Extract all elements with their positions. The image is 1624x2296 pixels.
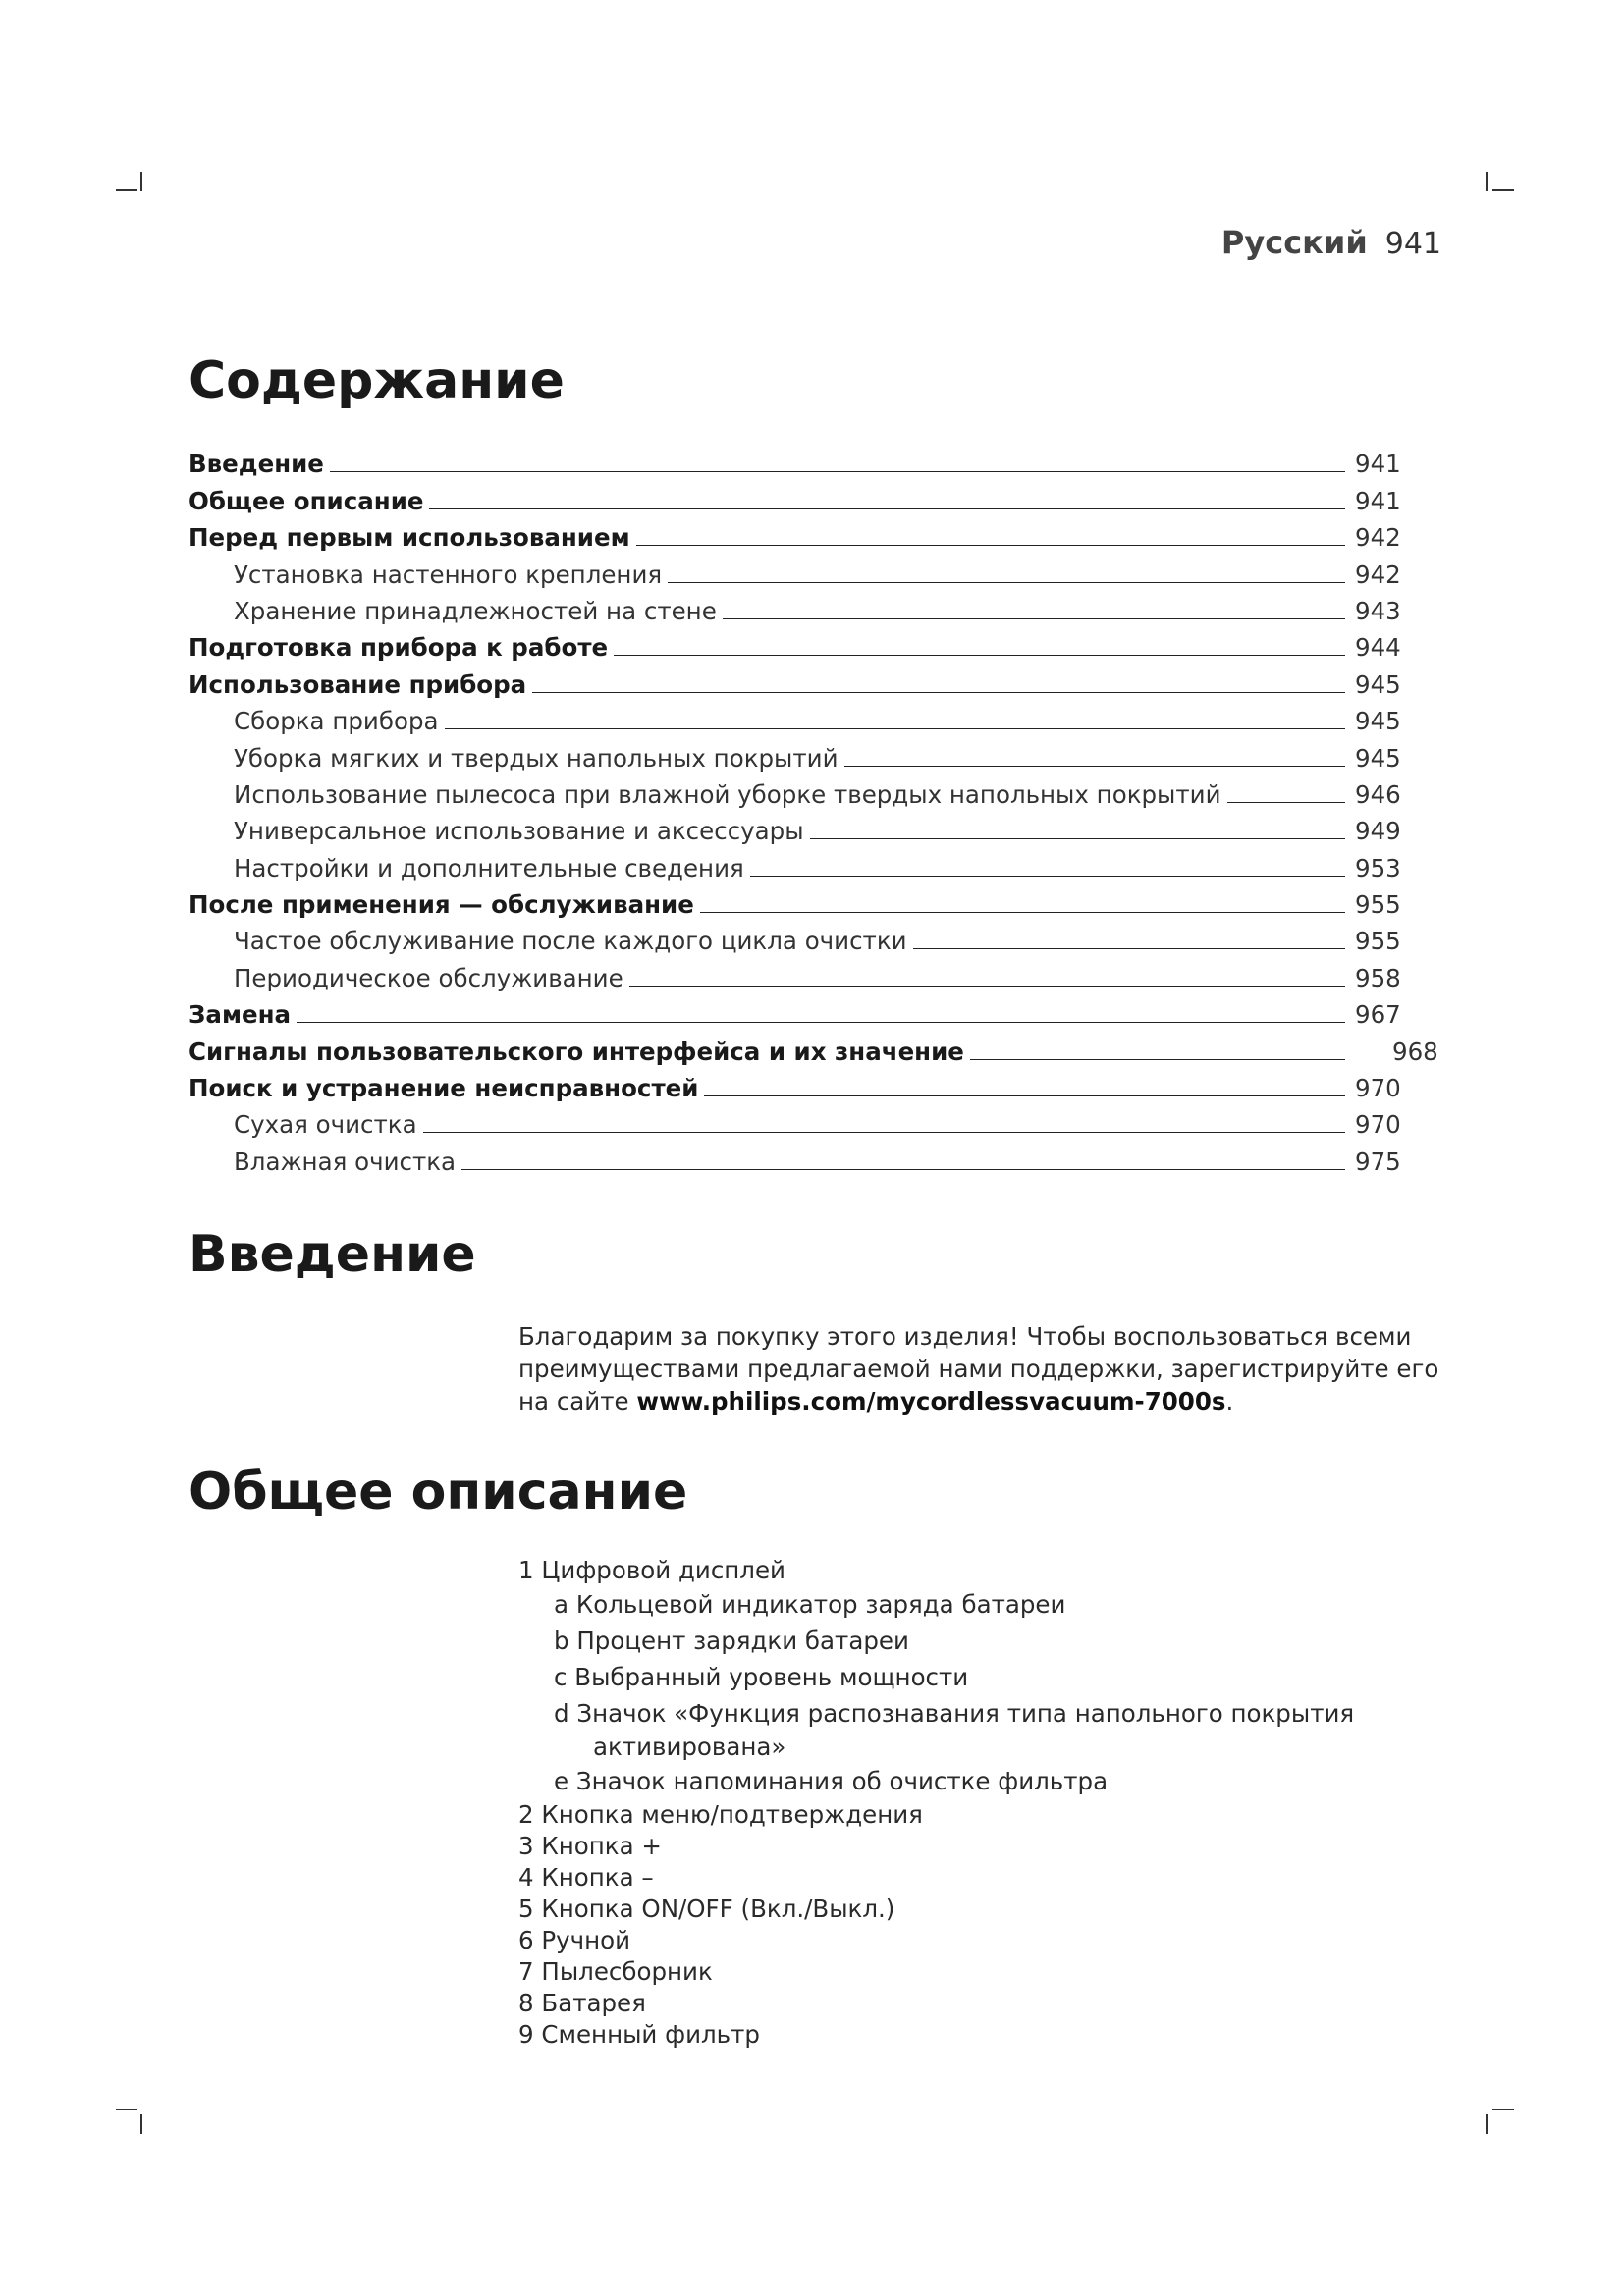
overview-item [518, 1555, 1441, 1586]
toc-entry-page: 949 [1355, 817, 1401, 846]
toc-entry-page: 955 [1355, 890, 1401, 920]
crop-mark [1492, 189, 1514, 191]
overview-item [518, 1799, 1441, 1831]
subitem-text: Значок «Функция распознавания типа напольного покрытия [576, 1699, 1355, 1728]
subitem-letter: d [554, 1699, 569, 1728]
toc-entry[interactable] [189, 1029, 1465, 1065]
toc-entry-label: Сухая очистка [234, 1110, 417, 1140]
toc-leader-line [429, 508, 1345, 509]
toc-entry-label: Использование прибора [189, 669, 527, 699]
crop-mark [140, 172, 142, 191]
item-number: 1 [518, 1556, 534, 1584]
intro-title: Введение [189, 1225, 476, 1284]
item-text: Кнопка меню/подтверждения [541, 1800, 923, 1829]
toc-entry-label: Универсальное использование и аксессуары [234, 817, 804, 846]
toc-leader-line [614, 655, 1345, 656]
item-number: 5 [518, 1895, 534, 1923]
toc-entry-page: 946 [1355, 779, 1401, 809]
intro-paragraph [518, 1320, 1441, 1417]
toc-entry-page: 941 [1355, 486, 1401, 515]
intro-text: Благодарим за покупку этого изделия! Чтобы воспользоваться всеми преимуществами предлагаемой нами поддержки, зарегистрируйте его на сайте [518, 1322, 1439, 1415]
toc-entry[interactable] [189, 773, 1465, 809]
subitem-text: Кольцевой индикатор заряда батареи [575, 1590, 1066, 1619]
toc-entry-label: Перед первым использованием [189, 523, 630, 553]
toc-entry[interactable] [189, 1102, 1465, 1139]
toc-leader-line [750, 876, 1345, 877]
toc-leader-line [844, 766, 1345, 767]
table-of-contents [189, 442, 1465, 1176]
toc-leader-line [297, 1022, 1345, 1023]
toc-entry-page: 955 [1355, 927, 1401, 956]
toc-entry[interactable] [189, 809, 1465, 845]
toc-entry[interactable] [189, 955, 1465, 991]
item-text: Батарея [541, 1989, 646, 2017]
toc-leader-line [532, 692, 1345, 693]
subitem-text: Процент зарядки батареи [576, 1627, 909, 1655]
toc-entry[interactable] [189, 735, 1465, 772]
toc-entry-page: 941 [1355, 450, 1401, 479]
toc-entry-page: 944 [1355, 633, 1401, 663]
toc-entry-label: Замена [189, 1000, 292, 1030]
item-number: 3 [518, 1832, 534, 1860]
item-number: 7 [518, 1957, 534, 1986]
item-number: 4 [518, 1863, 534, 1892]
toc-entry-label: Подготовка прибора к работе [189, 633, 609, 663]
item-text: Пылесборник [541, 1957, 713, 1986]
toc-entry[interactable] [189, 1066, 1465, 1102]
toc-entry-label: Периодическое обслуживание [234, 963, 623, 992]
toc-entry[interactable] [189, 625, 1465, 662]
toc-entry[interactable] [189, 515, 1465, 552]
toc-entry[interactable] [189, 552, 1465, 588]
crop-mark [1486, 172, 1488, 191]
toc-entry-label: Сигналы пользовательского интерфейса и их значение [189, 1037, 964, 1066]
toc-entry-page: 968 [1392, 1037, 1438, 1066]
toc-entry-label: Общее описание [189, 486, 424, 515]
intro-url[interactable]: www.philips.com/mycordlessvacuum-7000s [636, 1387, 1226, 1415]
overview-item [518, 1925, 1441, 1956]
item-text: Кнопка ON/OFF (Вкл./Выкл.) [541, 1895, 895, 1923]
item-number: 8 [518, 1989, 534, 2017]
overview-subitem [518, 1695, 1441, 1763]
page-number: 941 [1384, 227, 1441, 261]
toc-entry[interactable] [189, 699, 1465, 735]
crop-mark [1492, 2109, 1514, 2110]
item-number: 2 [518, 1800, 534, 1829]
toc-entry-label: Поиск и устранение неисправностей [189, 1074, 699, 1103]
toc-entry-label: Введение [189, 450, 324, 479]
toc-entry[interactable] [189, 589, 1465, 625]
toc-entry[interactable] [189, 478, 1465, 514]
item-number: 9 [518, 2020, 534, 2049]
toc-entry[interactable] [189, 992, 1465, 1029]
toc-entry[interactable] [189, 662, 1465, 698]
toc-entry-page: 970 [1355, 1110, 1401, 1140]
item-text: Сменный фильтр [541, 2020, 760, 2049]
toc-entry-page: 945 [1355, 669, 1401, 699]
toc-entry-page: 942 [1355, 523, 1401, 553]
overview-subitem [518, 1586, 1441, 1623]
toc-entry[interactable] [189, 845, 1465, 881]
toc-entry-page: 945 [1355, 707, 1401, 736]
subitem-letter: b [554, 1627, 569, 1655]
crop-mark [1486, 2114, 1488, 2134]
crop-mark [116, 2109, 137, 2110]
toc-entry-page: 975 [1355, 1147, 1401, 1176]
toc-leader-line [704, 1095, 1345, 1096]
toc-leader-line [810, 838, 1345, 839]
toc-entry-page: 967 [1355, 1000, 1401, 1030]
toc-leader-line [423, 1132, 1345, 1133]
toc-leader-line [700, 912, 1345, 913]
toc-entry[interactable] [189, 442, 1465, 478]
toc-leader-line [723, 618, 1345, 619]
overview-item [518, 1988, 1441, 2019]
toc-entry[interactable] [189, 919, 1465, 955]
subitem-letter: c [554, 1663, 568, 1691]
subitem-text: Выбранный уровень мощности [574, 1663, 969, 1691]
subitem-letter: a [554, 1590, 569, 1619]
toc-entry[interactable] [189, 882, 1465, 919]
crop-mark [140, 2114, 142, 2134]
item-text: Кнопка + [541, 1832, 662, 1860]
overview-subitem [518, 1623, 1441, 1659]
overview-item [518, 1831, 1441, 1862]
toc-entry-label: Уборка мягких и твердых напольных покрытий [234, 743, 839, 773]
toc-entry-page: 970 [1355, 1074, 1401, 1103]
toc-entry-page: 958 [1355, 963, 1401, 992]
subitem-letter: e [554, 1767, 569, 1795]
item-text: Кнопка – [541, 1863, 654, 1892]
overview-item [518, 2019, 1441, 2051]
page-header [1221, 224, 1441, 261]
overview-list [518, 1555, 1441, 2051]
item-number: 6 [518, 1926, 534, 1954]
overview-item [518, 1956, 1441, 1988]
subitem-text-continued: активирована» [593, 1733, 786, 1761]
toc-leader-line [461, 1169, 1345, 1170]
toc-entry-label: Использование пылесоса при влажной уборке твердых напольных покрытий [234, 779, 1221, 809]
toc-title: Содержание [189, 351, 565, 410]
subitem-text: Значок напоминания об очистке фильтра [575, 1767, 1109, 1795]
crop-mark [116, 189, 137, 191]
toc-entry-label: Установка настенного крепления [234, 560, 663, 589]
intro-text-end: . [1225, 1387, 1234, 1415]
toc-entry-page: 943 [1355, 596, 1401, 625]
toc-leader-line [636, 545, 1345, 546]
overview-item [518, 1894, 1441, 1925]
toc-entry-label: Настройки и дополнительные сведения [234, 853, 744, 882]
toc-leader-line [330, 471, 1345, 472]
toc-entry-page: 945 [1355, 743, 1401, 773]
item-text: Ручной [541, 1926, 631, 1954]
overview-title: Общее описание [189, 1463, 688, 1522]
toc-entry-label: Сборка прибора [234, 707, 439, 736]
language-label: Русский [1220, 224, 1368, 261]
toc-leader-line [445, 728, 1345, 729]
toc-entry-label: Влажная очистка [234, 1147, 457, 1176]
overview-subitem [518, 1659, 1441, 1695]
overview-item [518, 1862, 1441, 1894]
toc-leader-line [970, 1059, 1345, 1060]
overview-subitem [518, 1763, 1441, 1799]
toc-leader-line [1227, 802, 1345, 803]
toc-entry-page: 942 [1355, 560, 1401, 589]
toc-entry-page: 953 [1355, 853, 1401, 882]
toc-entry-label: Хранение принадлежностей на стене [234, 596, 717, 625]
toc-entry-label: После применения — обслуживание [189, 890, 694, 920]
toc-leader-line [629, 986, 1345, 987]
toc-entry[interactable] [189, 1139, 1465, 1175]
toc-entry-label: Частое обслуживание после каждого цикла очистки [234, 927, 907, 956]
item-text: Цифровой дисплей [541, 1556, 785, 1584]
toc-leader-line [668, 582, 1345, 583]
toc-leader-line [913, 948, 1345, 949]
